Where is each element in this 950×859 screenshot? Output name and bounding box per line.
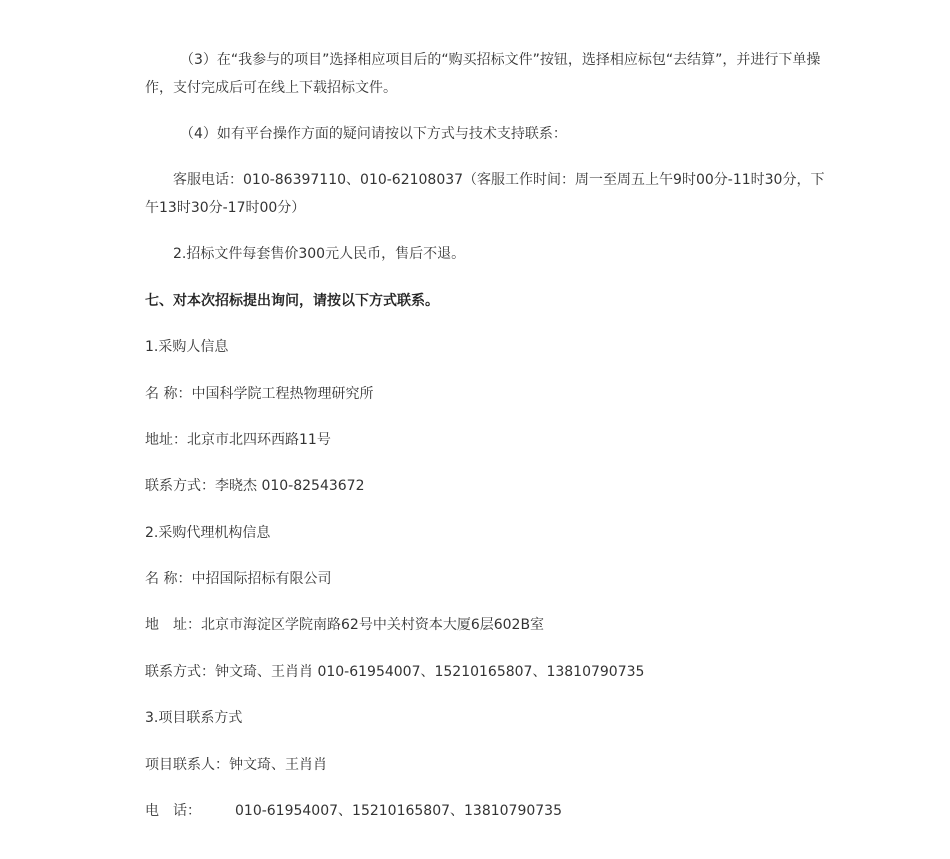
project-contact-title: 3.项目联系方式 [145,710,243,726]
purchaser-title: 1.采购人信息 [145,339,229,355]
project-phone-line [145,797,825,825]
purchaser-address: 地址：北京市北四环西路11号 [145,432,331,448]
project-phone-label: 电 话： [145,803,201,819]
agency-contact: 联系方式：钟文琦、王肖肖 010-61954007、15210165807、13810790735 [145,664,645,680]
paragraph-step-3: （3）在“我参与的项目”选择相应项目后的“购买招标文件”按钮，选择相应标包“去结算”，并进行下单操作，支付完成后可在线上下载招标文件。 [145,52,821,96]
paragraph-price-note: 2.招标文件每套售价300元人民币，售后不退。 [173,246,466,262]
agency-address: 地 址：北京市海淀区学院南路62号中关村资本大厦6层602B室 [145,617,545,633]
purchaser-contact: 联系方式：李晓杰 010-82543672 [145,478,365,494]
purchaser-name: 名 称：中国科学院工程热物理研究所 [145,386,374,402]
agency-name: 名 称：中招国际招标有限公司 [145,571,332,587]
paragraph-step-4: （4）如有平台操作方面的疑问请按以下方式与技术支持联系： [180,126,567,142]
section-heading-inquiry: 七、对本次招标提出询问，请按以下方式联系。 [145,293,439,309]
project-contact-person: 项目联系人：钟文琦、王肖肖 [145,757,327,773]
paragraph-service-phone: 客服电话：010-86397110、010-62108037（客服工作时间：周一至周五上午9时00分-11时30分，下午13时30分-17时00分） [145,172,825,216]
agency-title: 2.采购代理机构信息 [145,525,271,541]
project-phone-value: 010-61954007、15210165807、13810790735 [235,803,562,819]
